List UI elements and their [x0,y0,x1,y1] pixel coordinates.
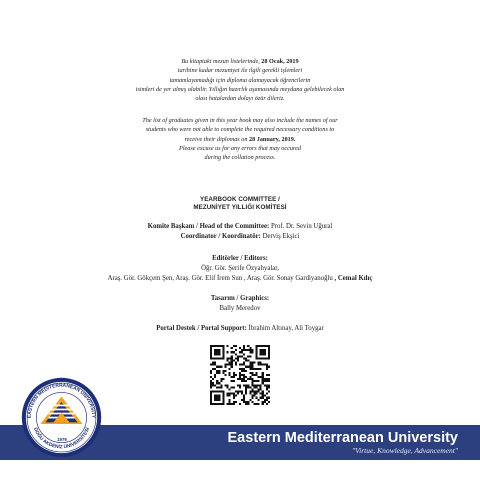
tr-line-1 [0,57,480,66]
tr-line-1-text: Bu kitaptaki mezun listelerinde, [181,58,260,65]
english-notice [0,116,480,162]
en-line-1: The list of graduates given in this year book may also include the names of our [142,117,338,124]
editors-line-1: Öğr. Gör. Şerife Özyahyalar, [201,265,279,272]
editors-credits [0,254,480,284]
leadership-credits [0,222,480,242]
en-line-5: during the collation process. [204,154,276,162]
design-name: Bally Meredov [219,305,261,312]
coordinator-line [0,232,480,242]
coordinator-name: Derviş Ekşici [262,233,300,240]
seal-lettering [21,377,102,458]
editors-line-2-bold: , Cemal Kılıç [334,275,373,282]
portal-names: İbrahim Altınay, Ali Toygar [248,325,324,332]
turkish-notice [0,57,480,103]
qr-code-icon[interactable] [210,345,270,405]
svg-text:EASTERN MEDITERRANEAN UNIVERSI [27,383,97,419]
design-credits [0,294,480,314]
chair-label: Komite Başkanı / Head of the Committee: [147,223,270,230]
tr-line-4: isimleri de yer almış olabilir. Yıllığın hazırlık aşamasında meydana gelebilecek olan [135,85,345,93]
committee-heading [0,196,480,212]
committee-title-en: YEARBOOK COMMITTEE / [199,196,281,203]
seal-text-top: EASTERN MEDITERRANEAN UNIVERSITY [27,383,96,419]
tr-line-3: tamamlayamadığı için diploma alamayacak öğrencilerin [169,76,311,84]
tr-date: 28 Ocak, 2019 [261,58,299,65]
university-name: Eastern Mediterranean University [227,430,458,446]
university-motto: "Virtue, Knowledge, Advancement" [352,446,458,455]
editors-line-2-text: Araş. Gör. Gökçem Şen, Araş. Gör. Elif İrem Sun , Araş. Gör. Sonay Gardiyanoğlu [107,275,333,282]
chair-name: Prof. Dr. Sevin Uğural [270,223,333,230]
en-line-2: students who were not able to complete the required necessary conditions to [145,126,335,134]
committee-title-tr: MEZUNİYET YILLIĞI KOMİTESİ [193,204,287,211]
chair-line [0,222,480,232]
en-date: 28 January, 2019. [248,135,296,143]
en-line-3-text: receive their diplomas on [184,135,248,143]
seal-text-bottom: DOĞU AKDENİZ ÜNİVERSİTESİ [31,427,92,451]
editors-line-2 [0,274,480,284]
editors-label: Editörler / Editors: [212,255,268,262]
seal-year: 1979 [57,437,67,442]
design-label: Tasarım / Graphics: [210,295,270,302]
en-line-3 [0,135,480,144]
portal-label: Portal Destek / Portal Support: [156,325,247,332]
tr-line-5: olası hatalardan dolayı özür dileriz. [195,95,285,103]
tr-line-2: tarihine kadar mezuniyet ile ilgili gerekli işlemleri [177,67,303,75]
coordinator-label: Coordinator / Koordinatör: [180,233,261,240]
portal-credits [0,324,480,334]
en-line-4: Please excuse us for any errors that may occured [179,144,301,152]
